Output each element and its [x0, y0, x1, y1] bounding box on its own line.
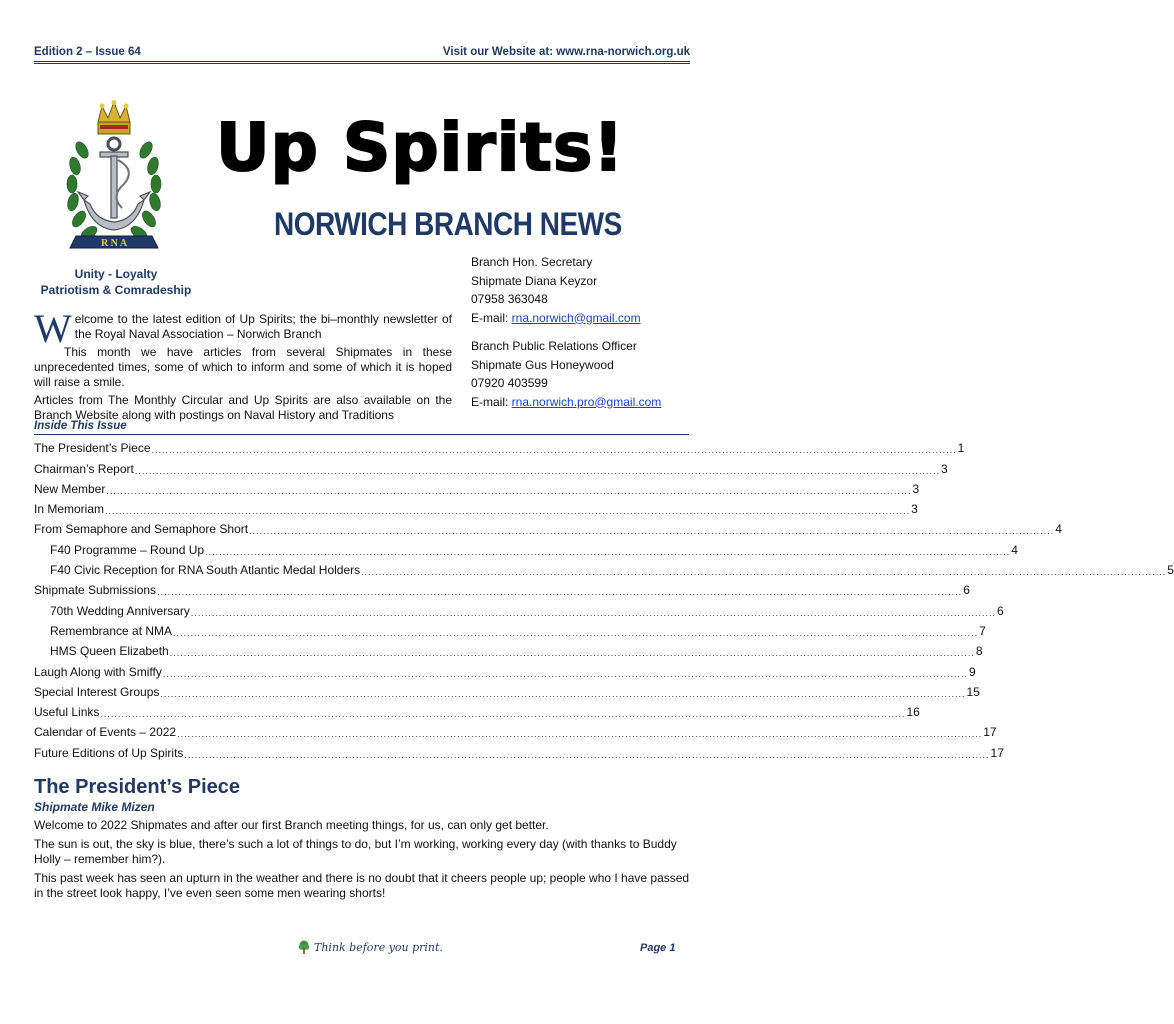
intro-paragraph-2: This month we have articles from several Shipmates in these unprecedented times, some of which to inform and some of which it is hoped will raise a smile. [34, 345, 452, 389]
toc-entry[interactable] [34, 455, 948, 476]
toc-entry-label: New Member [34, 481, 106, 496]
toc-entry-page: 3 [912, 481, 920, 496]
toc-entry-label: F40 Programme – Round Up [50, 542, 205, 557]
toc-leader-dots: ...................................................................................................................................................................................................................................... [173, 627, 979, 638]
toc-entry[interactable] [34, 597, 1004, 618]
toc-entry-label: Useful Links [34, 705, 100, 720]
pro-email-label: E-mail: [471, 394, 512, 409]
toc-entry-label: Remembrance at NMA [50, 623, 173, 638]
toc-leader-dots: ...................................................................................................................................................................................................................................... [134, 465, 940, 476]
motto-line-2: Patriotism & Comradeship [40, 283, 192, 297]
secretary-role: Branch Hon. Secretary [471, 255, 593, 269]
toc-entry[interactable] [34, 536, 1018, 557]
toc-entry-page: 6 [963, 583, 970, 598]
intro-text [34, 306, 452, 426]
toc-entry[interactable] [34, 699, 920, 720]
toc-entry-label: 70th Wedding Anniversary [50, 603, 190, 618]
edition-label: Edition 2 – Issue 64 [34, 46, 141, 58]
page-header [34, 46, 690, 64]
pro-phone: 07920 403599 [471, 376, 548, 390]
toc-entry-page: 7 [979, 623, 986, 638]
toc-entry-label: From Semaphore and Semaphore Short [34, 522, 249, 537]
toc-entry-label: Future Editions of Up Spirits [34, 745, 184, 760]
toc-entry[interactable] [34, 476, 920, 496]
toc-leader-dots: ...................................................................................................................................................................................................................................... [157, 587, 963, 598]
pro-name: Shipmate Gus Honeywood [471, 357, 614, 372]
toc-entry-page: 15 [966, 684, 980, 699]
toc-leader-dots: ...................................................................................................................................................................................................................................... [106, 485, 912, 496]
toc-entry-page: 9 [968, 664, 976, 679]
toc-entry[interactable] [34, 557, 1174, 578]
toc-entry-page: 17 [990, 745, 1004, 760]
secretary-email-label: E-mail: [471, 310, 512, 325]
toc-entry-page: 4 [1055, 522, 1062, 537]
toc-entry[interactable] [34, 618, 986, 638]
secretary-phone: 07958 363048 [471, 292, 548, 306]
toc-entry-label: Calendar of Events – 2022 [34, 725, 177, 740]
toc-leader-dots: ...................................................................................................................................................................................................................................... [169, 648, 975, 659]
motto [34, 266, 198, 298]
masthead-subtitle: NORWICH BRANCH NEWS [274, 206, 622, 242]
toc-entry[interactable] [34, 577, 970, 598]
toc-entry[interactable] [34, 496, 918, 517]
toc-entry-page: 8 [975, 644, 983, 659]
toc-title: Inside This Issue [34, 420, 127, 432]
toc-entry-label: The President’s Piece [34, 441, 151, 456]
section-title: The President’s Piece [34, 776, 241, 798]
print-note [298, 940, 443, 954]
toc-leader-dots: ...................................................................................................................................................................................................................................... [205, 546, 1011, 557]
rna-anchor-wreath-crest-icon [62, 100, 166, 262]
pro-role: Branch Public Relations Officer [471, 339, 637, 353]
toc-leader-dots: ...................................................................................................................................................................................................................................... [177, 729, 983, 740]
toc-entry-page: 1 [957, 441, 965, 456]
toc-entry-label: Special Interest Groups [34, 684, 160, 699]
toc-leader-dots: ...................................................................................................................................................................................................................................... [184, 749, 990, 760]
drop-cap: W [34, 306, 72, 351]
toc-leader-dots: ...................................................................................................................................................................................................................................... [100, 709, 906, 720]
pro-email-link[interactable]: rna.norwich.pro@gmail.com [511, 394, 662, 409]
toc-leader-dots: ...................................................................................................................................................................................................................................... [361, 567, 1167, 578]
branch-contacts [471, 253, 691, 411]
toc-entry-label: In Memoriam [34, 502, 105, 517]
article-byline: Shipmate Mike Mizen [34, 800, 155, 814]
article-body [34, 818, 690, 905]
website-label: Visit our Website at: www.rna-norwich.org.uk [442, 46, 690, 58]
toc-entry[interactable] [34, 719, 997, 740]
pro-email-line [471, 393, 691, 412]
secretary-email-line [471, 309, 691, 328]
toc-entry[interactable] [34, 638, 983, 659]
secretary-email-link[interactable]: rna.norwich@gmail.com [511, 310, 641, 325]
toc-leader-dots: ...................................................................................................................................................................................................................................... [151, 445, 957, 456]
toc-entry[interactable] [34, 658, 976, 679]
toc-entry-label: Shipmate Submissions [34, 583, 157, 598]
toc-entry-label: Chairman’s Report [34, 461, 134, 476]
toc-entry[interactable] [34, 679, 980, 699]
toc-entry-page: 16 [906, 705, 920, 720]
motto-line-1: Unity - Loyalty [74, 267, 158, 281]
toc-entry[interactable] [34, 435, 965, 456]
toc-entry-page: 3 [911, 502, 918, 517]
toc-entry[interactable] [34, 739, 1004, 760]
toc-entry-page: 4 [1011, 542, 1018, 557]
article-paragraph: This past week has seen an upturn in the weather and there is no doubt that it cheers people up; people who I have passed in the street look happy, I’ve even seen some men wearing shorts! [34, 871, 690, 900]
toc-entry-label: F40 Civic Reception for RNA South Atlantic Medal Holders [50, 563, 361, 578]
page-number: Page 1 [640, 942, 676, 954]
toc-entry-page: 6 [997, 603, 1004, 618]
toc-entry[interactable] [34, 516, 1062, 537]
secretary-name: Shipmate Diana Keyzor [471, 273, 598, 288]
masthead-title: Up Spirits! [216, 109, 625, 186]
toc-entry-page: 3 [940, 461, 948, 476]
article-paragraph: The sun is out, the sky is blue, there’s such a lot of things to do, but I’m working, working every day (with thanks to Buddy Holly – remember him?). [34, 837, 677, 866]
svg-text:R N A: R N A [100, 238, 128, 249]
toc-leader-dots: ...................................................................................................................................................................................................................................... [162, 668, 968, 679]
article-paragraph: Welcome to 2022 Shipmates and after our first Branch meeting things, for us, can only get better. [34, 818, 549, 832]
toc-entry-page: 17 [983, 725, 997, 740]
toc-entry-page: 5 [1167, 563, 1174, 578]
toc-leader-dots: ...................................................................................................................................................................................................................................... [190, 607, 996, 618]
print-note-text: Think before you print. [314, 940, 443, 954]
toc-leader-dots: ...................................................................................................................................................................................................................................... [160, 688, 966, 699]
table-of-contents [34, 434, 1174, 760]
toc-leader-dots: ...................................................................................................................................................................................................................................... [105, 506, 911, 517]
toc-entry-label: HMS Queen Elizabeth [50, 644, 169, 659]
intro-paragraph-1: Welcome to the latest edition of Up Spirits; the bi–monthly newsletter of the Royal Naval Association – Norwich Branch [34, 306, 452, 351]
intro-paragraph-3: Articles from The Monthly Circular and Up Spirits are also available on the Branch Website along with postings on Naval History and Traditions [34, 393, 452, 422]
toc-leader-dots: ...................................................................................................................................................................................................................................... [249, 526, 1055, 537]
tree-icon [298, 940, 310, 954]
toc-entry-label: Laugh Along with Smiffy [34, 664, 162, 679]
